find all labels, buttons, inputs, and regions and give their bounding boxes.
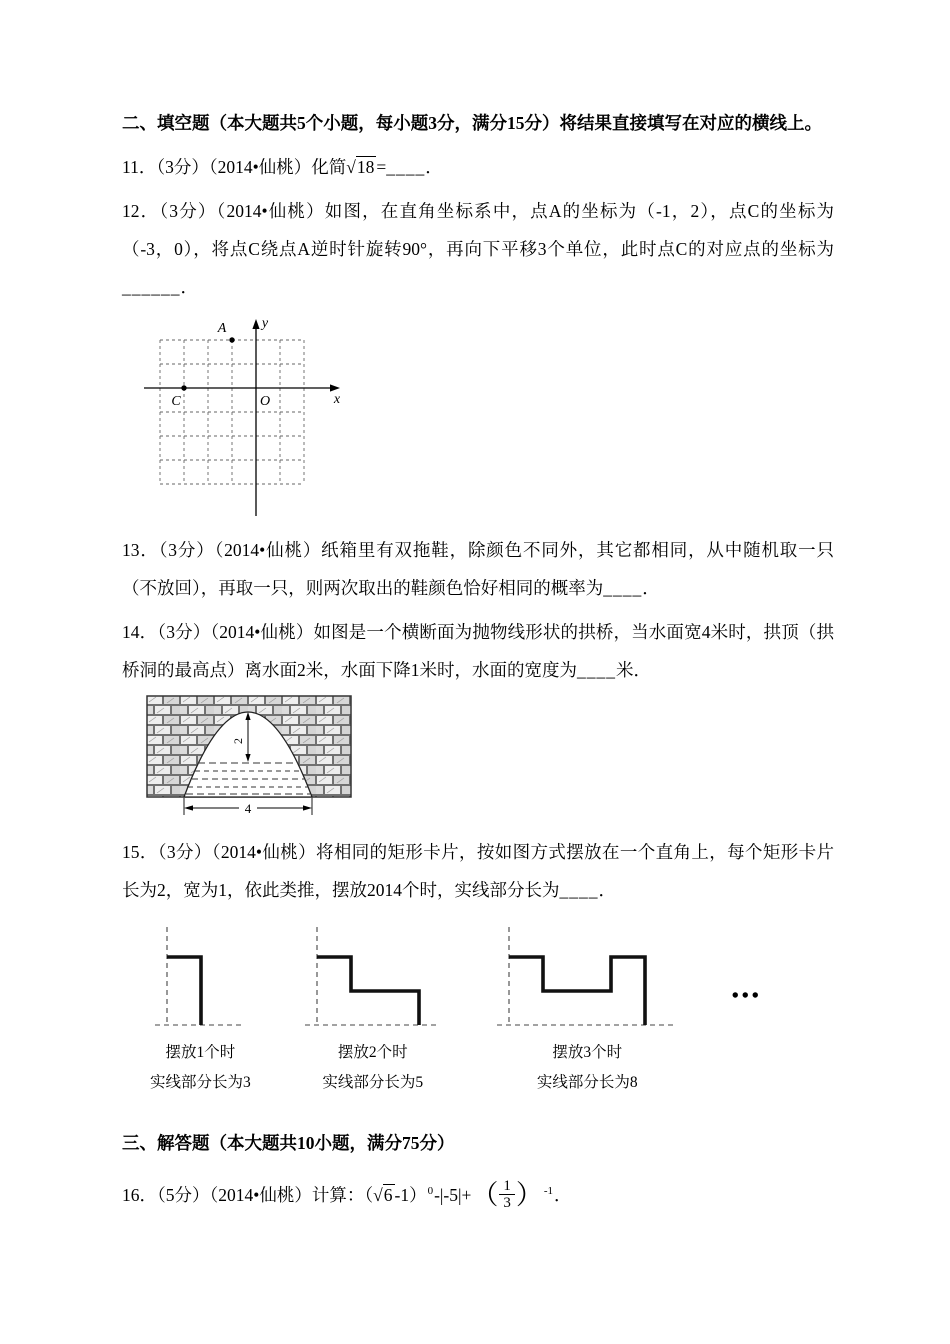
exponent-neg-one: -1: [543, 1185, 554, 1197]
q15-period: ．: [598, 880, 616, 900]
dim-arrow-right-icon: [303, 805, 312, 810]
coordinate-grid-svg: [138, 314, 350, 520]
q11-text: 11．（3分）（2014•仙桃）化简: [122, 157, 347, 177]
y-axis-label: y: [261, 316, 269, 331]
arrangement-1-length: 实线部分长为3: [150, 1074, 251, 1091]
x-axis-label: x: [333, 392, 341, 407]
answer-blank: ____: [603, 578, 643, 598]
question-14: [122, 613, 834, 689]
q16-text: 16．（5分）（2014•仙桃）计算：（: [122, 1185, 374, 1205]
radicand: 6: [383, 1185, 393, 1205]
q16-period: ．: [554, 1185, 572, 1205]
sqrt-expression: [346, 156, 376, 177]
q11-period: ．: [425, 157, 443, 177]
sqrt-expression: [373, 1184, 394, 1205]
arrangement-3-length: 实线部分长为8: [536, 1074, 638, 1091]
solid-outline: [167, 957, 201, 1025]
answer-blank: ____: [386, 157, 426, 177]
height-dim-label: 2: [231, 738, 245, 744]
right-angle-dashed-lines: [155, 927, 243, 1025]
fraction-denominator: 3: [503, 1195, 511, 1212]
radical-sign-icon: √: [373, 1185, 383, 1205]
arrangement-1-svg: [153, 925, 248, 1033]
answer-blank: ____: [559, 880, 599, 900]
arrangement-1-caption: 摆放1个时: [165, 1044, 236, 1061]
arrangement-2-svg: [303, 925, 443, 1033]
card-arrangement-figures: [150, 925, 834, 1098]
x-axis-arrow-icon: [330, 384, 340, 391]
question-16: [122, 1176, 834, 1217]
question-13: [122, 531, 834, 607]
question-15: [122, 833, 834, 909]
point-c-label: C: [171, 394, 181, 409]
width-dimension: [184, 798, 312, 816]
open-paren: （: [471, 1179, 499, 1210]
solid-outline: [509, 957, 645, 1025]
answer-blank: ____: [577, 660, 616, 680]
arch-bridge-svg: [146, 695, 352, 822]
fraction-numerator: 1: [499, 1178, 515, 1196]
exponent-zero: 0: [427, 1185, 434, 1197]
ellipsis-dots: •••: [731, 985, 762, 1007]
radicand: 18: [356, 157, 375, 177]
right-angle-dashed-lines: [497, 927, 675, 1025]
arrangement-2-figure: [303, 925, 443, 1098]
q11-equals: =: [376, 157, 387, 177]
arrangement-2-length: 实线部分长为5: [322, 1074, 424, 1091]
arrangement-3-caption: 摆放3个时: [552, 1044, 623, 1061]
q15-text: 15．（3分）（2014•仙桃）将相同的矩形卡片，按如图方式摆放在一个直角上，每个矩形卡片长为2，宽为1，依此类推，摆放2014个时，实线部分长为: [122, 842, 834, 900]
close-paren: ）: [515, 1179, 543, 1210]
section-fill-in-header: 二、填空题（本大题共5个小题，每小题3分，满分15分）将结果直接填写在对应的横线上。: [122, 113, 822, 133]
arrangement-2-caption: 摆放2个时: [337, 1044, 408, 1061]
fraction-one-third: [499, 1178, 515, 1213]
q13-period: ．: [642, 578, 660, 598]
question-12: [122, 192, 834, 306]
q12-period: ．: [180, 277, 198, 297]
point-a-dot: [229, 337, 234, 342]
coordinate-grid-figure: [138, 314, 834, 525]
arrangement-3-figure: [495, 925, 680, 1098]
width-dim-label: 4: [244, 801, 252, 816]
q13-text: 13．（3分）（2014•仙桃）纸箱里有双拖鞋，除颜色不同外，其它都相同，从中随机取一只（不放回），再取一只，则两次取出的鞋颜色恰好相同的概率为: [122, 540, 834, 598]
point-a-label: A: [217, 321, 227, 336]
q14-text: 14．（3分）（2014•仙桃）如图是一个横断面为抛物线形状的拱桥，当水面宽4米时，拱顶（拱桥洞的最高点）离水面2米，水面下降1米时，水面的宽度为: [122, 622, 834, 680]
grid-lines: [160, 340, 304, 484]
q16-p2: -|-5|+: [434, 1185, 472, 1205]
q12-text: 12．（3分）（2014•仙桃）如图，在直角坐标系中，点A的坐标为（-1，2），点C的坐标为（-3，0），将点C绕点A逆时针旋转90°，再向下平移3个单位，此时点C的对应点的坐标为: [122, 201, 834, 259]
arch-bridge-figure: [146, 695, 834, 827]
answer-blank: ______: [122, 277, 181, 297]
q14-tail: 米．: [616, 660, 651, 680]
y-axis-arrow-icon: [252, 319, 259, 329]
arrangement-3-svg: [495, 925, 680, 1033]
dim-arrow-left-icon: [184, 805, 193, 810]
section-answer-header: 三、解答题（本大题共10小题，满分75分）: [122, 1133, 455, 1153]
q16-p1: -1）: [394, 1185, 427, 1205]
origin-label: O: [259, 394, 271, 409]
solid-outline: [317, 957, 419, 1025]
arrangement-1-figure: [150, 925, 251, 1098]
point-c-dot: [181, 385, 186, 390]
question-11: [122, 148, 834, 186]
radical-sign-icon: √: [346, 157, 356, 177]
